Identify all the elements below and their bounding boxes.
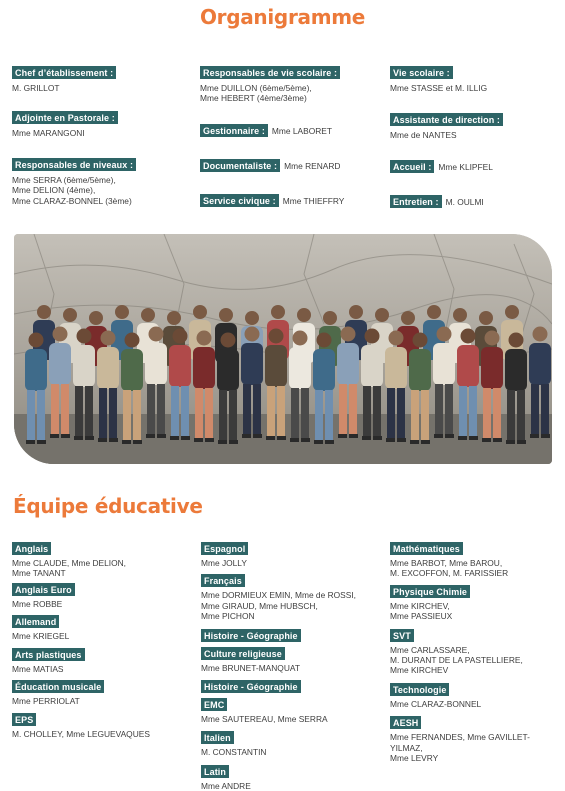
equipe-educative-title: Équipe éducative (13, 494, 203, 518)
role-holder: Mme KLIPFEL (438, 161, 493, 172)
role-label: Assistante de direction : (390, 113, 503, 126)
role-holder: Mme STASSE et M. ILLIG (390, 83, 488, 93)
role-holder: M. OULMI (445, 196, 484, 207)
subject-teachers: Mme BARBOT, Mme BAROU, M. EXCOFFON, M. FARISSIER (390, 558, 509, 579)
subject-anglais (12, 539, 197, 579)
team-column-3 (390, 539, 562, 763)
role-label: Service civique : (200, 194, 279, 207)
subject-teachers: Mme ANDRE (201, 780, 251, 791)
org-column-3 (390, 63, 560, 210)
subject-label: Français (201, 574, 245, 587)
subject-label-line2: Culture religieuse (201, 647, 285, 660)
role-label: Documentaliste : (200, 159, 280, 172)
role-holder: Mme MARANGONI (12, 128, 85, 139)
role-holder: Mme THIEFFRY (282, 195, 345, 206)
subject-label: Espagnol (201, 542, 248, 555)
subject-teachers: Mme BRUNET-MANQUAT (201, 662, 300, 673)
subject-teachers: M. CONSTANTIN (201, 747, 267, 758)
subject-mathematiques (390, 539, 562, 579)
subject-eps (12, 710, 197, 739)
subject-label: Éducation musicale (12, 680, 104, 693)
subject-teachers: Mme CLARAZ-BONNEL (390, 698, 482, 709)
subject-italien (201, 728, 386, 757)
role-label: Adjointe en Pastorale : (12, 111, 118, 124)
role-label: Gestionnaire : (200, 124, 268, 137)
subject-teachers: Mme DORMIEUX EMIN, Mme de ROSSI, Mme GIRAUD, Mme HUBSCH, Mme PICHON (201, 590, 356, 622)
org-column-1 (12, 63, 197, 206)
subject-label: EPS (12, 713, 36, 726)
subject-label: Allemand (12, 615, 59, 628)
role-chef-etablissement (12, 63, 197, 93)
subject-aesh (390, 713, 562, 763)
role-label: Vie scolaire : (390, 66, 453, 79)
role-label: Accueil : (390, 160, 434, 173)
subject-label: Histoire - Géographie (201, 629, 301, 642)
role-holder: Mme DUILLON (6ème/5ème), Mme HEBERT (4ème/3ème) (200, 83, 312, 104)
role-documentaliste (200, 156, 385, 174)
role-holder: M. GRILLOT (12, 83, 60, 93)
subject-anglais-euro (12, 580, 197, 609)
role-label: Responsables de vie scolaire : (200, 66, 340, 79)
subject-label: AESH (390, 716, 421, 729)
subject-label: Technologie (390, 683, 449, 696)
role-holder: Mme RENARD (284, 160, 341, 171)
subject-label: Italien (201, 731, 234, 744)
subject-arts-plastiques (12, 645, 197, 674)
subject-technologie (390, 680, 562, 709)
team-column-1 (12, 539, 197, 740)
subject-label: Anglais Euro (12, 583, 75, 596)
role-holder: Mme LABORET (271, 125, 332, 136)
subject-teachers: Mme CARLASSARE, M. DURANT DE LA PASTELLIERE, Mme KIRCHEV (390, 644, 523, 676)
subject-teachers: Mme KRIEGEL (12, 631, 70, 642)
subject-histoire-geo-emc (201, 677, 386, 724)
subject-histoire-geo-culture (201, 626, 386, 673)
role-label: Entretien : (390, 195, 442, 208)
subject-francais (201, 571, 386, 621)
subject-espagnol (201, 539, 386, 568)
subject-label: Latin (201, 765, 229, 778)
subject-label: Mathématiques (390, 542, 463, 555)
subject-label: Arts plastiques (12, 648, 85, 661)
role-responsables-niveaux (12, 155, 197, 206)
role-accueil (390, 157, 560, 175)
role-label: Responsables de niveaux : (12, 158, 136, 171)
subject-label: Histoire - Géographie (201, 680, 301, 693)
role-label: Chef d’établissement : (12, 66, 116, 79)
role-holder: Mme SERRA (6ème/5ème), Mme DELION (4ème), Mme CLARAZ-BONNEL (3ème) (12, 174, 132, 206)
role-vie-scolaire (390, 63, 560, 93)
subject-label: Anglais (12, 542, 51, 555)
org-column-2 (200, 63, 385, 209)
role-gestionnaire (200, 121, 385, 139)
role-vie-scolaire-responsables (200, 63, 385, 104)
role-entretien (390, 192, 560, 210)
role-service-civique (200, 191, 385, 209)
role-assistante-direction (390, 110, 560, 140)
subject-label: SVT (390, 629, 414, 642)
subject-label-line2: EMC (201, 698, 227, 711)
subject-svt (390, 626, 562, 676)
subject-allemand (12, 612, 197, 641)
staff-group-photo (14, 234, 552, 464)
organigramme-title: Organigramme (199, 5, 366, 29)
subject-latin (201, 762, 386, 791)
team-column-2 (201, 539, 386, 791)
subject-teachers: Mme ROBBE (12, 598, 63, 609)
subject-teachers: Mme FERNANDES, Mme GAVILLET-YILMAZ, Mme LEVRY (390, 732, 530, 764)
subject-teachers: Mme PERRIOLAT (12, 696, 80, 707)
role-adjointe-pastorale (12, 108, 197, 138)
subject-teachers: Mme MATIAS (12, 663, 64, 674)
subject-teachers: Mme CLAUDE, Mme DELION, Mme TANANT (12, 558, 127, 579)
subject-physique-chimie (390, 582, 562, 622)
subject-teachers: Mme JOLLY (201, 558, 247, 568)
group-photo-illustration (14, 234, 552, 464)
subject-label: Physique Chimie (390, 585, 470, 598)
subject-teachers: Mme KIRCHEV, Mme PASSIEUX (390, 600, 453, 622)
subject-education-musicale (12, 677, 197, 706)
subject-teachers: Mme SAUTEREAU, Mme SERRA (201, 714, 328, 725)
subject-teachers: M. CHOLLEY, Mme LEGUEVAQUES (12, 729, 150, 740)
role-holder: Mme de NANTES (390, 130, 457, 141)
